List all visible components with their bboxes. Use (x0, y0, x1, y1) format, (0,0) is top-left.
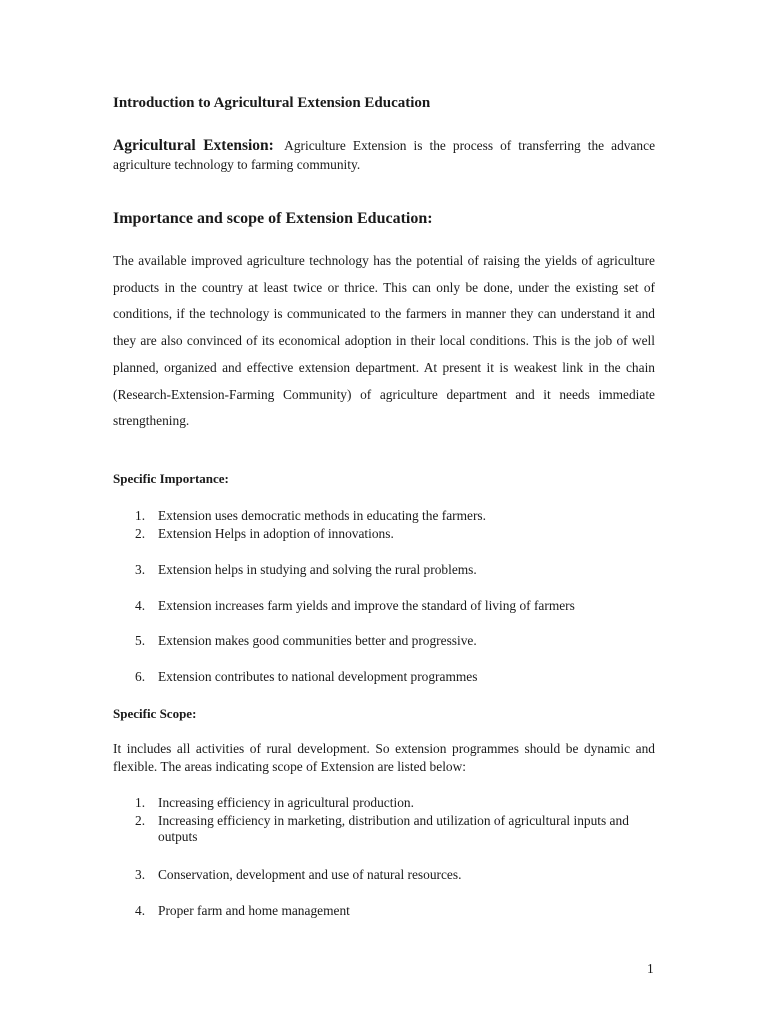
list-text: Extension uses democratic methods in educating the farmers. (158, 508, 486, 523)
scope-list-item (135, 813, 655, 845)
list-number: 4. (135, 903, 146, 918)
list-text: Extension makes good communities better and progressive. (158, 633, 477, 648)
list-text: Extension increases farm yields and improve the standard of living of farmers (158, 598, 575, 613)
importance-list-item (135, 633, 655, 649)
list-number: 1. (135, 508, 146, 523)
list-number: 6. (135, 669, 146, 684)
scope-list-item (135, 867, 655, 883)
list-text: Extension helps in studying and solving the rural problems. (158, 562, 477, 577)
intro-text: Agriculture Extension is the process of transferring the advance agriculture technology to farming community. (113, 138, 656, 172)
list-text: Extension Helps in adoption of innovations. (158, 526, 394, 541)
list-text: Extension contributes to national development programmes (158, 669, 478, 684)
list-number: 2. (135, 526, 146, 541)
importance-list-item (135, 508, 655, 524)
document-title: Introduction to Agricultural Extension Education (113, 95, 431, 111)
importance-list-item (135, 562, 655, 578)
list-number: 3. (135, 867, 146, 882)
importance-heading: Importance and scope of Extension Education: (113, 210, 433, 227)
list-number: 2. (135, 813, 146, 828)
list-text: Increasing efficiency in marketing, distribution and utilization of agricultural inputs and outputs (158, 813, 629, 844)
importance-paragraph: The available improved agriculture technology has the potential of raising the yields of agriculture products in the country at least twice or thrice. This can only be done, under the existing set of conditions, if the technology is communicated to the farmers in manner they can understand it and they are also convinced of its economical adoption in their local conditions. This is the job of well planned, organized and effective extension department. At present it is weakest link in the chain (Research-Extension-Farming Community) of agriculture department and it needs immediate strengthening. (113, 253, 655, 429)
list-number: 4. (135, 598, 146, 613)
scope-paragraph: It includes all activities of rural development. So extension programmes should be dynamic and flexible. The areas indicating scope of Extension are listed below: (113, 741, 655, 774)
list-text: Increasing efficiency in agricultural production. (158, 795, 414, 810)
list-text: Conservation, development and use of natural resources. (158, 867, 462, 882)
specific-scope-heading: Specific Scope: (113, 706, 197, 721)
intro-lead: Agricultural Extension: (113, 137, 274, 154)
scope-list-item (135, 795, 655, 811)
list-number: 1. (135, 795, 146, 810)
list-text: Proper farm and home management (158, 903, 350, 918)
list-number: 5. (135, 633, 146, 648)
importance-list-item (135, 598, 655, 614)
list-number: 3. (135, 562, 146, 577)
intro-paragraph (113, 136, 655, 174)
importance-list-item (135, 669, 655, 685)
page-number: 1 (647, 961, 654, 976)
scope-list-item (135, 903, 655, 919)
specific-importance-heading: Specific Importance: (113, 471, 229, 486)
importance-list-item (135, 526, 655, 542)
